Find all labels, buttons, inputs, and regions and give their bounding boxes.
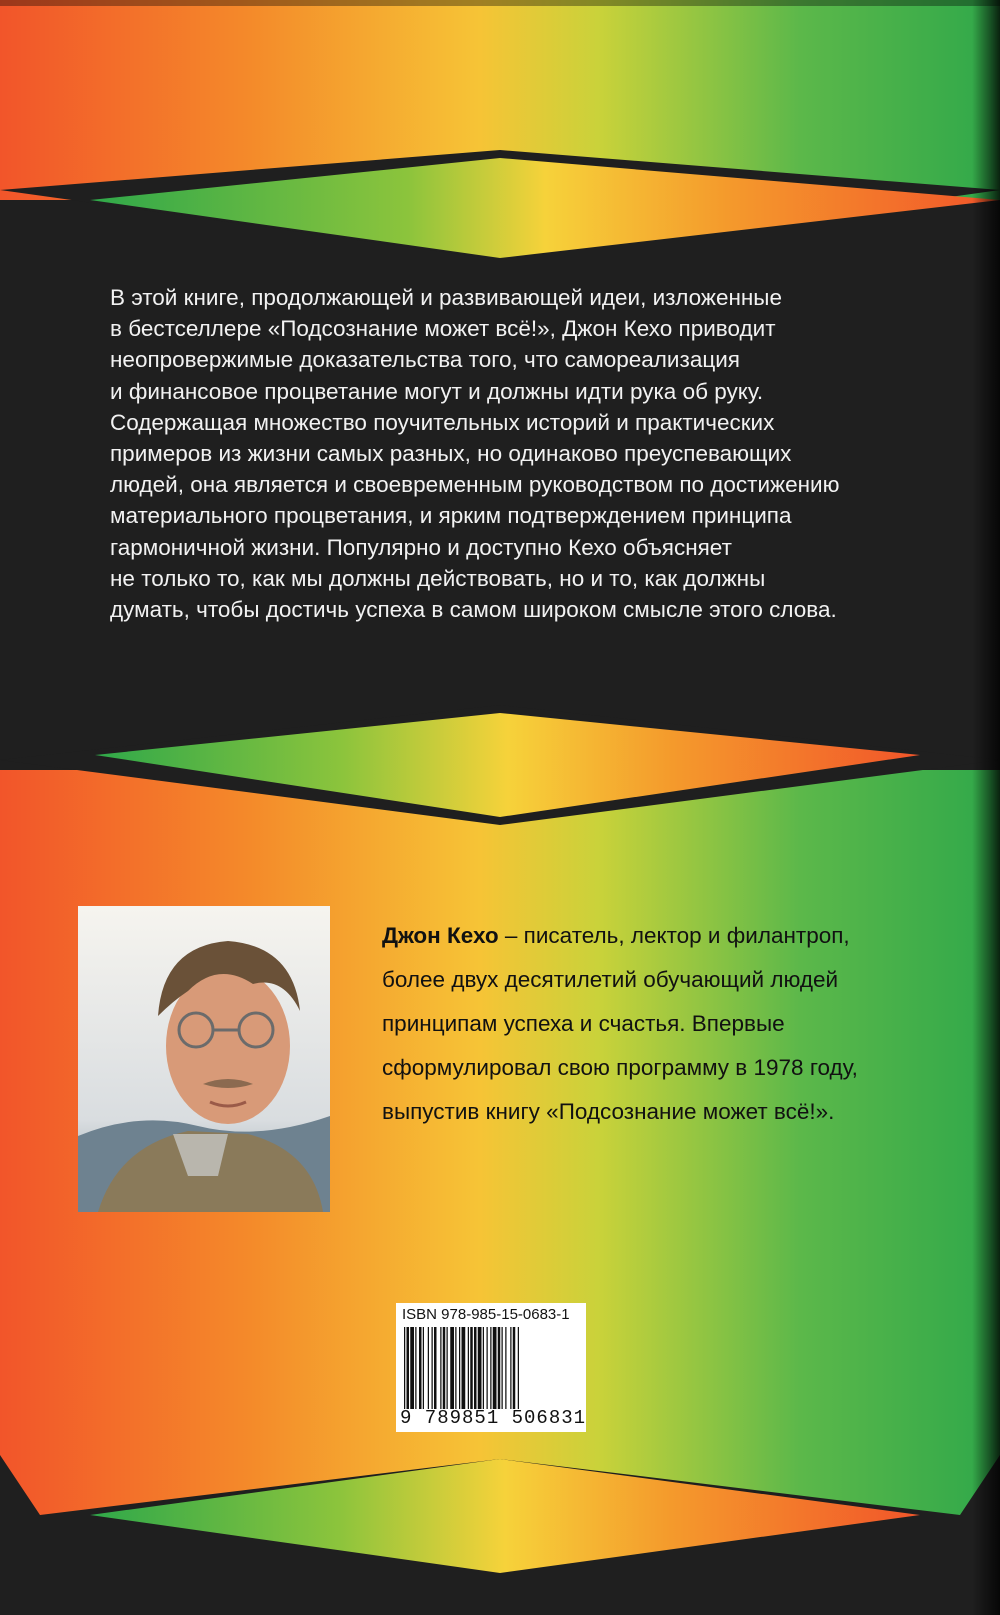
book-description <box>110 282 900 625</box>
barcode-bar <box>455 1327 456 1409</box>
scan-top-edge <box>0 0 1000 6</box>
barcode-bar <box>474 1327 477 1409</box>
barcode-bar <box>428 1327 429 1409</box>
barcode-bar <box>490 1327 491 1409</box>
isbn-barcode <box>396 1303 586 1432</box>
barcode-bar <box>440 1327 441 1409</box>
barcode-bar <box>432 1327 433 1409</box>
barcode-bar <box>434 1327 437 1409</box>
bio-line: более двух десятилетий обучающий людей <box>382 967 839 992</box>
barcode-bar <box>483 1327 484 1409</box>
description-line: материального процветания, и ярким подтверждением принципа <box>110 503 792 529</box>
barcode-bar <box>478 1327 482 1409</box>
author-photo <box>78 906 330 1212</box>
bio-line: сформулировал свою программу в 1978 году, <box>382 1055 858 1080</box>
author-bio <box>382 914 902 1134</box>
barcode-bars <box>404 1327 580 1409</box>
barcode-bar <box>468 1327 469 1409</box>
description-line: и финансовое процветание могут и должны идти рука об руку. <box>110 378 764 404</box>
description-line: не только то, как мы должны действовать, но и то, как должны <box>110 565 766 591</box>
description-line: людей, она является и своевременным руководством по достижению <box>110 472 840 498</box>
middle-diamond-band <box>0 705 1000 830</box>
barcode-bar <box>423 1327 424 1409</box>
barcode-bar <box>518 1327 519 1409</box>
description-line: неопровержимые доказательства того, что самореализация <box>110 347 740 373</box>
barcode-bar <box>410 1327 414 1409</box>
barcode-bar <box>487 1327 488 1409</box>
description-line: Содержащая множество поучительных историй и практических <box>110 409 775 435</box>
bio-line: выпустив книгу «Подсознание может всё!». <box>382 1099 835 1124</box>
barcode-bar <box>404 1327 405 1409</box>
barcode-digits: 9 789851 506831 <box>400 1407 587 1429</box>
barcode-bar <box>493 1327 497 1409</box>
bottom-diamond-band <box>0 1455 1000 1615</box>
isbn-label: ISBN 978-985-15-0683-1 <box>402 1306 570 1323</box>
barcode-bar <box>505 1327 506 1409</box>
description-line: в бестселлере «Подсознание может всё!», Джон Кехо приводит <box>110 316 776 342</box>
barcode-bar <box>459 1327 460 1409</box>
barcode-bar <box>447 1327 448 1409</box>
barcode-bar <box>470 1327 473 1409</box>
barcode-bar <box>407 1327 410 1409</box>
barcode-bar <box>443 1327 446 1409</box>
barcode-bar <box>513 1327 516 1409</box>
barcode-bar <box>502 1327 503 1409</box>
barcode-bar <box>450 1327 454 1409</box>
description-line: примеров из жизни самых разных, но одинаково преуспевающих <box>110 441 792 467</box>
description-line: В этой книге, продолжающей и развивающей идеи, изложенные <box>110 285 782 310</box>
top-diamond-band <box>0 150 1000 270</box>
scan-right-edge <box>972 0 1000 1615</box>
bio-first-line-rest: – писатель, лектор и филантроп, <box>498 923 850 948</box>
bio-line <box>382 914 902 958</box>
bio-line: принципам успеха и счастья. Впервые <box>382 1011 785 1036</box>
barcode-bar <box>510 1327 511 1409</box>
barcode-bar <box>498 1327 501 1409</box>
author-name: Джон Кехо <box>382 923 499 948</box>
description-line: думать, чтобы достичь успеха в самом широком смысле этого слова. <box>110 597 837 623</box>
barcode-bar <box>415 1327 416 1409</box>
description-line: гармоничной жизни. Популярно и доступно Кехо объясняет <box>110 534 732 560</box>
barcode-bar <box>462 1327 466 1409</box>
barcode-bar <box>419 1327 422 1409</box>
